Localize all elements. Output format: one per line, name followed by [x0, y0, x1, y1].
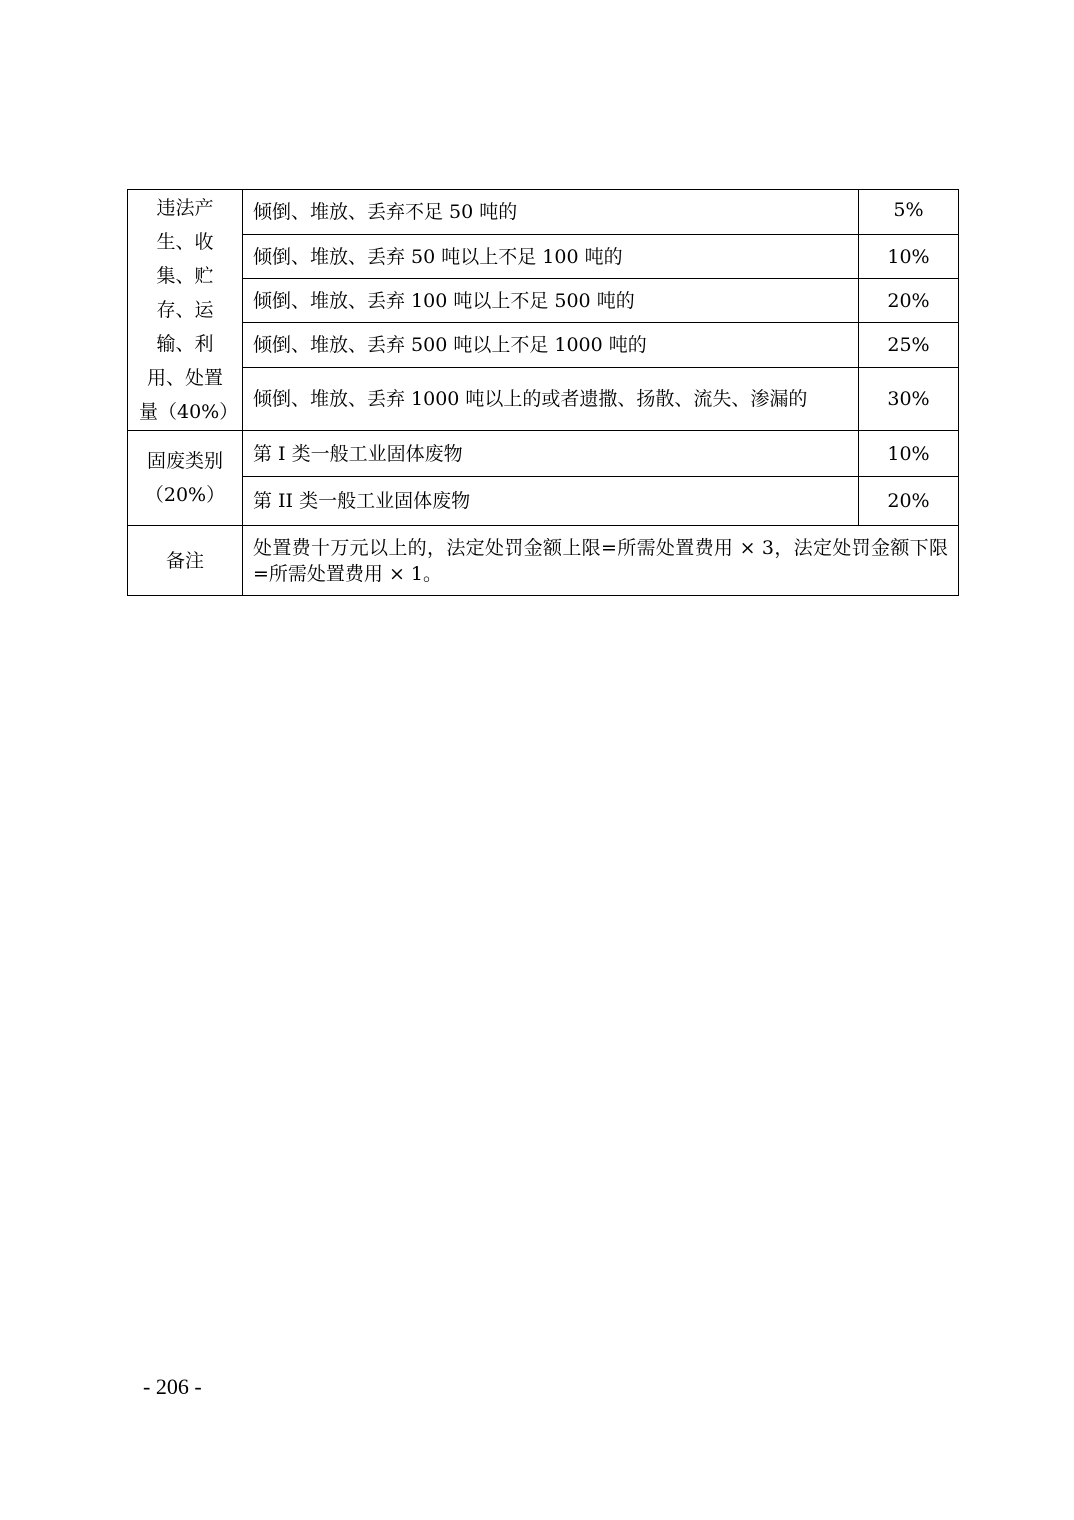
percentage-cell: [859, 190, 959, 235]
criterion-cell: 倾倒、堆放、丢弃不足 50 吨的: [243, 190, 859, 235]
table-row: [128, 279, 959, 323]
percentage-cell: 25%: [859, 323, 959, 368]
table-row: [128, 526, 959, 596]
percentage-value: 5%: [893, 199, 924, 221]
table-row: [128, 368, 959, 431]
criterion-cell: 倾倒、堆放、丢弃 500 吨以上不足 1000 吨的: [243, 323, 859, 368]
criterion-cell: 第 I 类一般工业固体废物: [243, 431, 859, 477]
group-label-cell: [128, 190, 243, 431]
criterion-cell: 第 II 类一般工业固体废物: [243, 477, 859, 526]
group-label-cell: [128, 431, 243, 526]
table-row: [128, 431, 959, 477]
table-row: [128, 235, 959, 279]
group-label: 违法产生、收集、贮存、运输、利用、处置量（40%）: [139, 197, 239, 423]
criterion-cell: 倾倒、堆放、丢弃 100 吨以上不足 500 吨的: [243, 279, 859, 323]
percentage-cell: 20%: [859, 477, 959, 526]
criterion-cell: 倾倒、堆放、丢弃 1000 吨以上的或者遗撒、扬散、流失、渗漏的: [243, 368, 859, 431]
percentage-cell: 20%: [859, 279, 959, 323]
table-row: [128, 190, 959, 235]
note-text-cell: 处置费十万元以上的，法定处罚金额上限=所需处置费用 × 3，法定处罚金额下限=所需处置费用 × 1。: [243, 526, 959, 596]
percentage-cell: 10%: [859, 431, 959, 477]
note-label-cell: 备注: [128, 526, 243, 596]
table-row: [128, 477, 959, 526]
percentage-cell: 10%: [859, 235, 959, 279]
criterion-cell: 倾倒、堆放、丢弃 50 吨以上不足 100 吨的: [243, 235, 859, 279]
page-number: - 206 -: [143, 1374, 202, 1399]
table-row: [128, 323, 959, 368]
percentage-cell: 30%: [859, 368, 959, 431]
penalty-criteria-table: [127, 189, 959, 596]
group-label: 固废类别（20%）: [144, 450, 226, 506]
